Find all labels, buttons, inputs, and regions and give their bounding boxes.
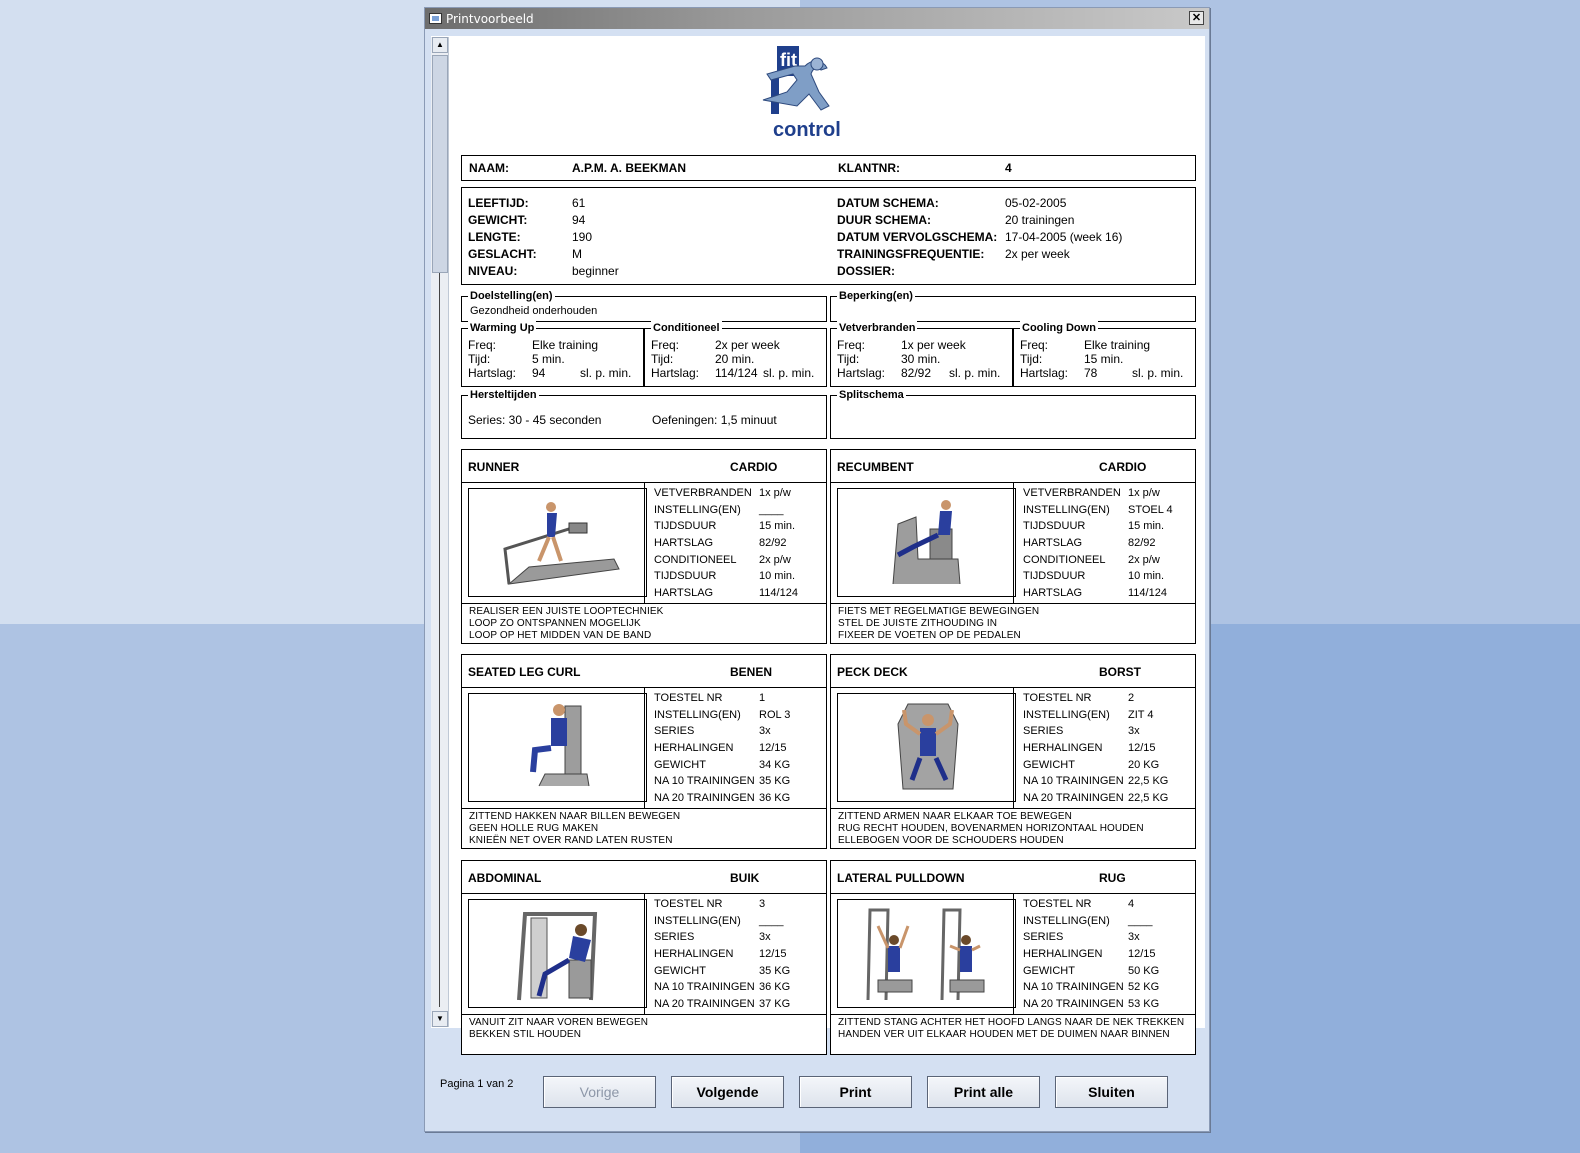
exercise-card — [461, 860, 827, 1055]
exercise-name: RUNNER — [468, 460, 520, 474]
exercise-image — [468, 488, 647, 597]
divider — [831, 1014, 1195, 1015]
setting-value: 2x p/w — [759, 554, 791, 566]
klantnr-label: KLANTNR: — [838, 161, 900, 175]
divider — [831, 808, 1195, 809]
freq-value: 1x per week — [901, 338, 966, 352]
setting-value: 4 — [1128, 898, 1135, 910]
divider — [831, 603, 1195, 604]
exercise-card — [830, 860, 1196, 1055]
setting-label: INSTELLING(EN) — [1023, 915, 1110, 927]
title-bar[interactable] — [425, 8, 1209, 29]
setting-label: NA 10 TRAININGEN — [654, 981, 755, 993]
setting-label: INSTELLING(EN) — [654, 504, 741, 516]
exercise-card — [830, 654, 1196, 849]
info-label: GESLACHT: — [468, 247, 537, 261]
tijd-label: Tijd: — [1020, 352, 1043, 366]
setting-label: SERIES — [654, 725, 695, 737]
info-value: 94 — [572, 213, 586, 227]
setting-value: 15 min. — [759, 520, 796, 532]
hersteltijden-group — [461, 389, 827, 439]
setting-value: 15 min. — [1128, 520, 1165, 532]
svg-text:control: control — [773, 119, 841, 141]
info-value: 20 trainingen — [1005, 213, 1075, 227]
setting-label: TOESTEL NR — [1023, 692, 1092, 704]
instruction-line: LOOP OP HET MIDDEN VAN DE BAND — [469, 630, 652, 641]
setting-value: ____ — [759, 504, 784, 516]
tijd-label: Tijd: — [468, 352, 491, 366]
setting-value: 12/15 — [1128, 948, 1156, 960]
setting-label: HERHALINGEN — [654, 948, 734, 960]
setting-value: 50 KG — [1128, 965, 1160, 977]
exercise-name: ABDOMINAL — [468, 871, 542, 885]
fit-control-logo — [757, 44, 847, 140]
info-label: TRAININGSFREQUENTIE: — [837, 247, 985, 261]
exercise-category: CARDIO — [1099, 460, 1147, 474]
setting-label: TOESTEL NR — [654, 692, 723, 704]
info-value: 2x per week — [1005, 247, 1070, 261]
setting-label: NA 20 TRAININGEN — [1023, 998, 1124, 1010]
instruction-line: REALISER EEN JUISTE LOOPTECHNIEK — [469, 606, 664, 617]
instruction-line: LOOP ZO ONTSPANNEN MOGELIJK — [469, 618, 641, 629]
exercise-card — [461, 654, 827, 849]
hartslag-value: 82/92 — [901, 366, 932, 380]
phase-cooling-down — [1013, 322, 1196, 387]
info-value: 190 — [572, 230, 593, 244]
phase-vetverbranden — [830, 322, 1013, 387]
setting-value: 10 min. — [1128, 570, 1165, 582]
info-value: 61 — [572, 196, 586, 210]
close-button[interactable]: ✕ — [1189, 11, 1204, 25]
divider — [644, 687, 645, 808]
tijd-value: 30 min. — [901, 352, 941, 366]
setting-value: 36 KG — [759, 792, 791, 804]
setting-value: 12/15 — [759, 742, 787, 754]
tijd-label: Tijd: — [651, 352, 674, 366]
info-label: LEEFTIJD: — [468, 196, 529, 210]
setting-label: INSTELLING(EN) — [1023, 709, 1110, 721]
hartslag-unit: sl. p. min. — [949, 366, 1001, 380]
setting-label: TOESTEL NR — [1023, 898, 1092, 910]
setting-value: 3x — [759, 931, 771, 943]
info-label: DATUM VERVOLGSCHEMA: — [837, 230, 998, 244]
hartslag-unit: sl. p. min. — [763, 366, 815, 380]
setting-value: 20 KG — [1128, 759, 1160, 771]
klantnr-value: 4 — [1005, 161, 1012, 175]
info-value: 17-04-2005 (week 16) — [1005, 230, 1123, 244]
setting-value: 22,5 KG — [1128, 792, 1169, 804]
beperking-group — [830, 290, 1196, 322]
setting-label: HARTSLAG — [1023, 587, 1083, 599]
setting-value: 3x — [759, 725, 771, 737]
instruction-line: ZITTEND STANG ACHTER HET HOOFD LANGS NAAR DE NEK TREKKEN — [838, 1017, 1185, 1028]
setting-value: 3x — [1128, 931, 1140, 943]
instruction-line: KNIEËN NET OVER RAND LATEN RUSTEN — [469, 835, 673, 846]
beperking-title: Beperking(en) — [839, 290, 913, 302]
setting-value: 114/124 — [1128, 587, 1167, 599]
setting-label: INSTELLING(EN) — [654, 915, 741, 927]
setting-value: 22,5 KG — [1128, 775, 1169, 787]
previous-button[interactable]: Vorige — [543, 1076, 656, 1108]
client-name: A.P.M. A. BEEKMAN — [572, 161, 687, 175]
exercise-name: SEATED LEG CURL — [468, 665, 581, 679]
close-dialog-button[interactable]: Sluiten — [1055, 1076, 1168, 1108]
setting-label: CONDITIONEEL — [654, 554, 737, 566]
info-value: beginner — [572, 264, 619, 278]
setting-value: 36 KG — [759, 981, 791, 993]
setting-label: HARTSLAG — [654, 537, 714, 549]
exercise-category: BENEN — [730, 665, 773, 679]
splitschema-group — [830, 389, 1196, 439]
setting-value: 52 KG — [1128, 981, 1160, 993]
page-indicator: Pagina 1 van 2 — [440, 1078, 514, 1090]
print-all-button[interactable]: Print alle — [927, 1076, 1040, 1108]
hartslag-unit: sl. p. min. — [580, 366, 632, 380]
setting-label: TIJDSDUUR — [654, 570, 717, 582]
hartslag-label: Hartslag: — [1020, 366, 1069, 380]
setting-value: 34 KG — [759, 759, 791, 771]
tijd-value: 20 min. — [715, 352, 755, 366]
exercise-name: PECK DECK — [837, 665, 908, 679]
exercise-name: LATERAL PULLDOWN — [837, 871, 965, 885]
hersteltijden-title: Hersteltijden — [470, 389, 537, 401]
hartslag-value: 78 — [1084, 366, 1098, 380]
setting-label: TIJDSDUUR — [1023, 520, 1086, 532]
setting-label: NA 20 TRAININGEN — [1023, 792, 1124, 804]
preview-page — [459, 36, 1203, 1040]
setting-label: GEWICHT — [654, 965, 706, 977]
preview-viewport — [431, 36, 1205, 1040]
doelstelling-group — [461, 290, 827, 322]
exercise-card — [830, 449, 1196, 644]
info-label: DUUR SCHEMA: — [837, 213, 931, 227]
exercise-image — [837, 899, 1016, 1008]
phase-title: Warming Up — [470, 322, 535, 334]
setting-value: ____ — [1128, 915, 1153, 927]
hartslag-label: Hartslag: — [468, 366, 517, 380]
exercise-category: BUIK — [730, 871, 760, 885]
scroll-up-button[interactable]: ▲ — [432, 37, 448, 53]
divider — [1013, 893, 1014, 1014]
hartslag-label: Hartslag: — [837, 366, 886, 380]
setting-label: HARTSLAG — [654, 587, 714, 599]
instruction-line: FIETS MET REGELMATIGE BEWEGINGEN — [838, 606, 1040, 617]
setting-value: 2 — [1128, 692, 1135, 704]
exercise-image — [468, 899, 647, 1008]
setting-label: TOESTEL NR — [654, 898, 723, 910]
divider — [644, 482, 645, 603]
scroll-thumb[interactable] — [432, 55, 448, 273]
print-button[interactable]: Print — [799, 1076, 912, 1108]
divider — [1013, 687, 1014, 808]
setting-label: NA 10 TRAININGEN — [1023, 981, 1124, 993]
setting-value: 3x — [1128, 725, 1140, 737]
freq-value: Elke training — [532, 338, 599, 352]
setting-label: GEWICHT — [1023, 965, 1075, 977]
setting-value: 37 KG — [759, 998, 791, 1010]
setting-label: CONDITIONEEL — [1023, 554, 1106, 566]
setting-label: SERIES — [1023, 725, 1064, 737]
info-label: GEWICHT: — [468, 213, 528, 227]
exercise-name: RECUMBENT — [837, 460, 914, 474]
setting-label: INSTELLING(EN) — [1023, 504, 1110, 516]
tijd-value: 5 min. — [532, 352, 565, 366]
setting-value: 2x p/w — [1128, 554, 1160, 566]
naam-label: NAAM: — [469, 161, 509, 175]
splitschema-title: Splitschema — [839, 389, 904, 401]
info-label: DATUM SCHEMA: — [837, 196, 939, 210]
setting-value: 1x p/w — [1128, 487, 1160, 499]
setting-value: 3 — [759, 898, 766, 910]
hartslag-label: Hartslag: — [651, 366, 700, 380]
setting-value: 82/92 — [759, 537, 787, 549]
setting-label: GEWICHT — [654, 759, 706, 771]
freq-label: Freq: — [651, 338, 680, 352]
freq-value: 2x per week — [715, 338, 780, 352]
setting-label: VETVERBRANDEN — [654, 487, 752, 499]
exercise-image — [837, 693, 1016, 802]
setting-label: NA 10 TRAININGEN — [654, 775, 755, 787]
setting-label: HERHALINGEN — [1023, 742, 1103, 754]
exercise-category: CARDIO — [730, 460, 778, 474]
instruction-line: RUG RECHT HOUDEN, BOVENARMEN HORIZONTAAL HOUDEN — [838, 823, 1144, 834]
window-icon — [429, 13, 442, 24]
setting-label: TIJDSDUUR — [1023, 570, 1086, 582]
svg-text:fit: fit — [780, 50, 797, 70]
setting-value: 82/92 — [1128, 537, 1156, 549]
setting-label: NA 20 TRAININGEN — [654, 792, 755, 804]
setting-value: ROL 3 — [759, 709, 791, 721]
divider — [1013, 482, 1014, 603]
freq-label: Freq: — [468, 338, 497, 352]
freq-value: Elke training — [1084, 338, 1151, 352]
phase-title: Vetverbranden — [839, 322, 916, 334]
hartslag-unit: sl. p. min. — [1132, 366, 1184, 380]
setting-label: TIJDSDUUR — [654, 520, 717, 532]
hersteltijden-oefeningen: Oefeningen: 1,5 minuut — [652, 413, 777, 427]
instruction-line: ZITTEND ARMEN NAAR ELKAAR TOE BEWEGEN — [838, 811, 1072, 822]
info-value: M — [572, 247, 582, 261]
instruction-line: ELLEBOGEN VOOR DE SCHOUDERS HOUDEN — [838, 835, 1064, 846]
exercise-category: RUG — [1099, 871, 1126, 885]
info-label: DOSSIER: — [837, 264, 896, 278]
setting-value: ZIT 4 — [1128, 709, 1154, 721]
setting-value: ____ — [759, 915, 784, 927]
scroll-down-button[interactable]: ▼ — [432, 1011, 448, 1027]
setting-label: HARTSLAG — [1023, 537, 1083, 549]
setting-value: 35 KG — [759, 965, 791, 977]
instruction-line: HANDEN VER UIT ELKAAR HOUDEN MET DE DUIMEN NAAR BINNEN — [838, 1029, 1170, 1040]
setting-label: VETVERBRANDEN — [1023, 487, 1121, 499]
setting-label: SERIES — [1023, 931, 1064, 943]
instruction-line: BEKKEN STIL HOUDEN — [469, 1029, 582, 1040]
info-value: 05-02-2005 — [1005, 196, 1067, 210]
print-preview-window — [424, 7, 1210, 1132]
instruction-line: STEL DE JUISTE ZITHOUDING IN — [838, 618, 998, 629]
setting-label: NA 20 TRAININGEN — [654, 998, 755, 1010]
setting-value: 10 min. — [759, 570, 796, 582]
info-label: NIVEAU: — [468, 264, 518, 278]
setting-value: 114/124 — [759, 587, 798, 599]
client-header — [461, 155, 1196, 181]
hersteltijden-series: Series: 30 - 45 seconden — [468, 413, 602, 427]
instruction-line: ZITTEND HAKKEN NAAR BILLEN BEWEGEN — [469, 811, 681, 822]
phase-warming-up — [461, 322, 644, 387]
divider — [644, 893, 645, 1014]
freq-label: Freq: — [1020, 338, 1049, 352]
setting-value: 1x p/w — [759, 487, 791, 499]
tijd-label: Tijd: — [837, 352, 860, 366]
hartslag-value: 114/124 — [715, 366, 758, 380]
setting-label: HERHALINGEN — [1023, 948, 1103, 960]
instruction-line: VANUIT ZIT NAAR VOREN BEWEGEN — [469, 1017, 649, 1028]
divider — [462, 1014, 826, 1015]
info-label: LENGTE: — [468, 230, 521, 244]
setting-value: 35 KG — [759, 775, 791, 787]
exercise-category: BORST — [1099, 665, 1141, 679]
tijd-value: 15 min. — [1084, 352, 1124, 366]
setting-value: 12/15 — [759, 948, 787, 960]
phase-title: Conditioneel — [653, 322, 720, 334]
client-info — [461, 187, 1196, 285]
doelstelling-text: Gezondheid onderhouden — [470, 305, 598, 317]
window-title: Printvoorbeeld — [446, 11, 534, 26]
hartslag-value: 94 — [532, 366, 546, 380]
setting-label: GEWICHT — [1023, 759, 1075, 771]
setting-value: 53 KG — [1128, 998, 1160, 1010]
instruction-line: GEEN HOLLE RUG MAKEN — [469, 823, 599, 834]
divider — [462, 808, 826, 809]
exercise-image — [837, 488, 1016, 597]
setting-label: NA 10 TRAININGEN — [1023, 775, 1124, 787]
doelstelling-title: Doelstelling(en) — [470, 290, 553, 302]
exercise-card — [461, 449, 827, 644]
phase-title: Cooling Down — [1022, 322, 1096, 334]
next-button[interactable]: Volgende — [671, 1076, 784, 1108]
freq-label: Freq: — [837, 338, 866, 352]
instruction-line: FIXEER DE VOETEN OP DE PEDALEN — [838, 630, 1021, 641]
divider — [462, 603, 826, 604]
setting-label: HERHALINGEN — [654, 742, 734, 754]
setting-label: INSTELLING(EN) — [654, 709, 741, 721]
setting-value: 12/15 — [1128, 742, 1156, 754]
vertical-scrollbar[interactable] — [431, 37, 449, 1027]
phase-conditioneel — [644, 322, 827, 387]
setting-label: SERIES — [654, 931, 695, 943]
setting-value: 1 — [759, 692, 766, 704]
exercise-image — [468, 693, 647, 802]
setting-value: STOEL 4 — [1128, 504, 1173, 516]
